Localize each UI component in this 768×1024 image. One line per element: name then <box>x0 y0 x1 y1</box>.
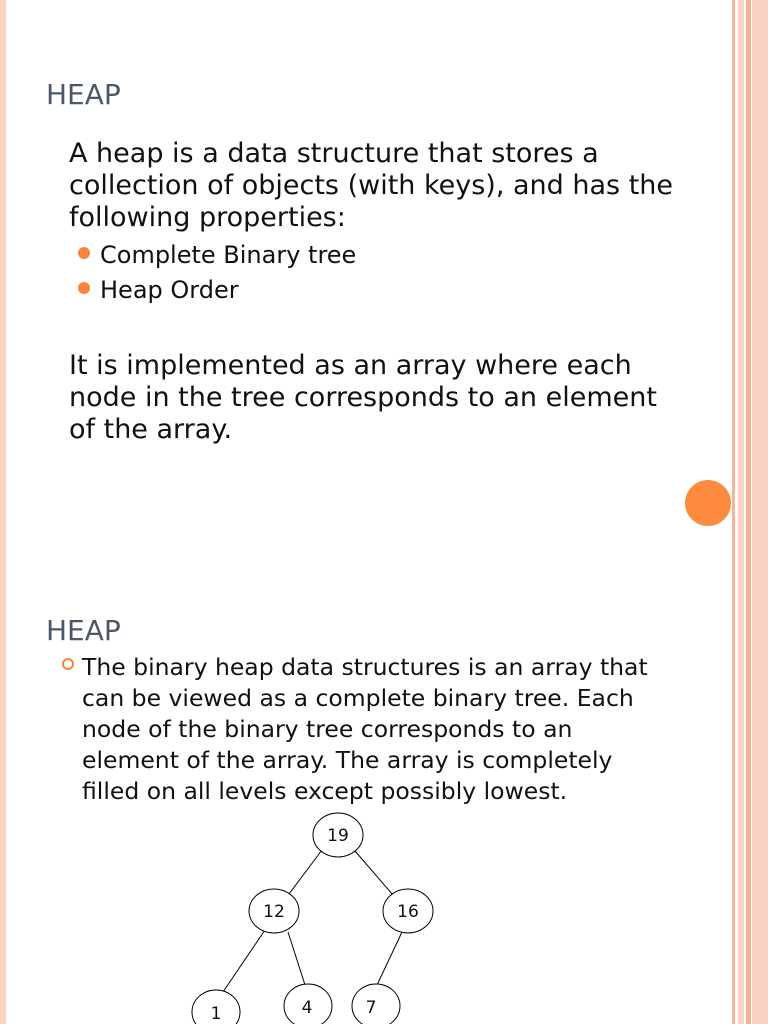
tree-edge <box>355 851 393 895</box>
tree-node-label: 4 <box>301 998 313 1018</box>
slide-2-bullet-text: The binary heap data structures is an array that can be viewed as a complete binary tree. Each node of the binary tree corresponds to an element of the array. The array is completely filled on all levels except possibly lowest. <box>82 653 648 805</box>
list-item-label: Complete Binary tree <box>100 241 357 269</box>
slide-2-title: HEAP <box>46 614 121 647</box>
frame-stripe <box>752 0 768 1024</box>
frame-stripe <box>732 0 735 1024</box>
tree-edge <box>377 932 402 985</box>
slide-1-title: HEAP <box>46 78 121 111</box>
slide-1-intro-text: A heap is a data structure that stores a collection of objects (with keys), and has the following properties: <box>69 138 674 233</box>
tree-edge <box>288 932 305 985</box>
frame-stripe <box>738 0 744 1024</box>
tree-node-label: 19 <box>327 826 349 846</box>
tree-node-label: 1 <box>210 1004 222 1024</box>
slide-1-array-text: It is implemented as an array where each node in the tree corresponds to an element of the array. <box>69 350 657 445</box>
tree-edge <box>289 850 322 894</box>
list-item-label: Heap Order <box>100 276 239 304</box>
tree-node-label: 7 <box>365 998 377 1018</box>
tree-node-label: 12 <box>263 902 285 922</box>
frame-stripe <box>746 0 751 1024</box>
tree-edge <box>223 930 265 992</box>
tree-node-label: 16 <box>397 902 419 922</box>
right-decorative-frame <box>732 0 768 1024</box>
